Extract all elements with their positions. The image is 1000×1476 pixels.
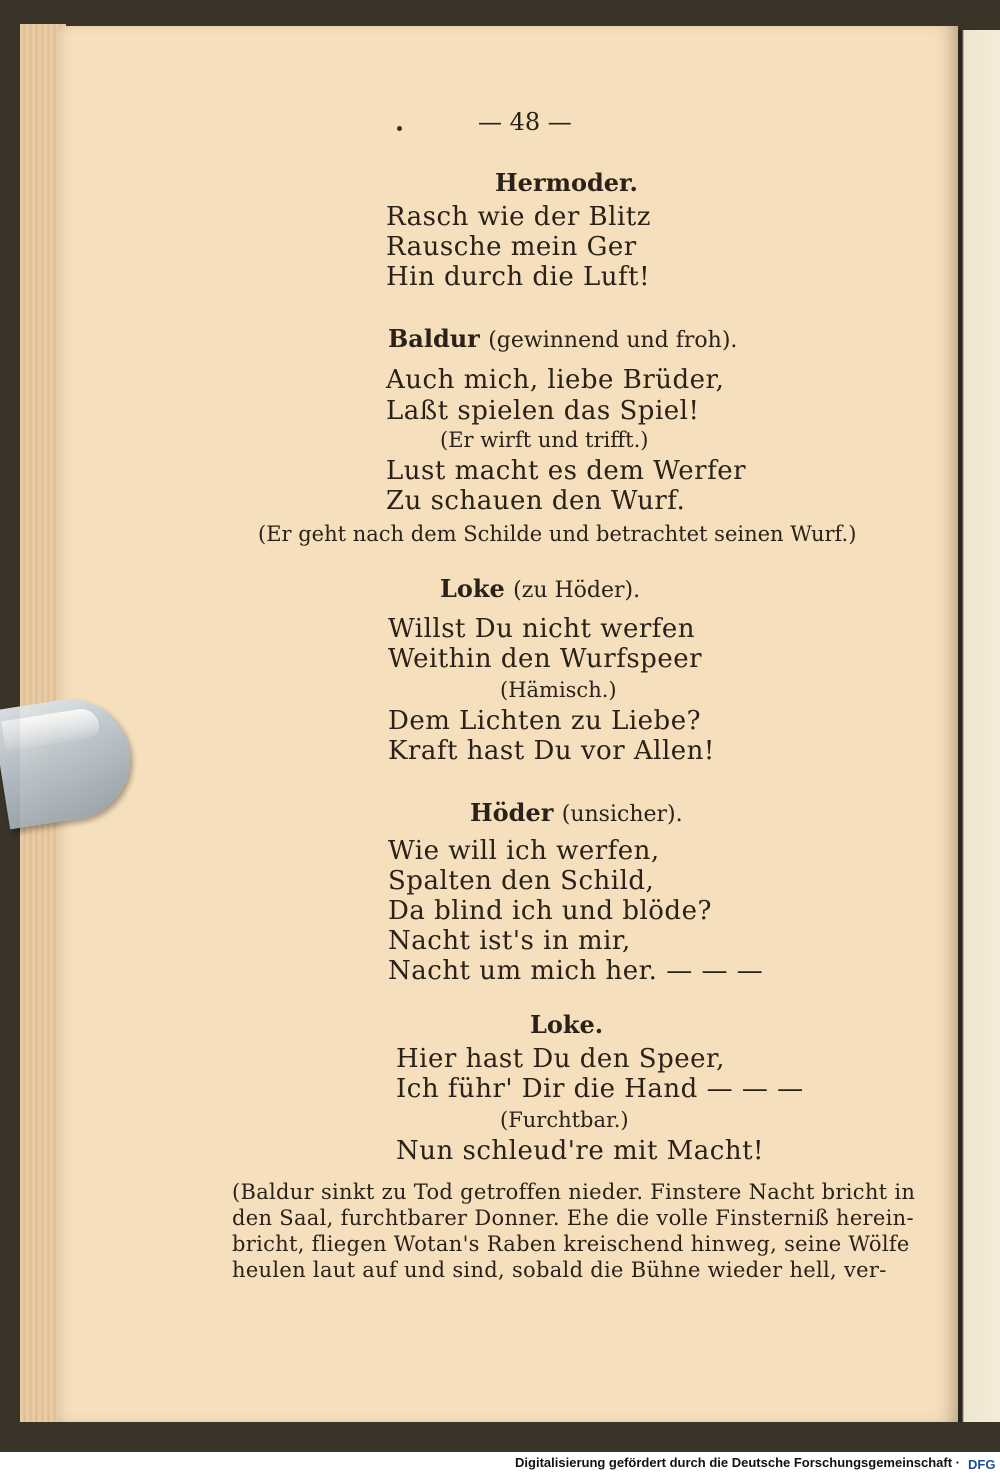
verse-line: Hin durch die Luft! (386, 262, 651, 292)
verse-line: Dem Lichten zu Liebe? (388, 706, 702, 736)
aside: (Er geht nach dem Schilde und betrachtet seinen Wurf.) (258, 522, 857, 546)
aside: (Furchtbar.) (500, 1108, 629, 1132)
speaker-loke (440, 574, 640, 603)
verse-line: Kraft hast Du vor Allen! (388, 736, 715, 766)
stage-direction-line: heulen laut auf und sind, sobald die Bühne wieder hell, ver- (232, 1258, 887, 1282)
speaker-name: Loke (440, 574, 505, 603)
verse-line: Spalten den Schild, (388, 866, 655, 896)
aside: (Er wirft und trifft.) (440, 428, 649, 452)
stage-direction-line: den Saal, furchtbarer Donner. Ehe die volle Finsterniß herein- (232, 1206, 914, 1230)
verse-line: Laßt spielen das Spiel! (386, 396, 700, 426)
speaker-name: Baldur (388, 324, 480, 353)
speaker-direction: (zu Höder). (513, 578, 641, 603)
verse-line: Rasch wie der Blitz (386, 202, 651, 232)
speaker-direction: (gewinnend und froh). (488, 328, 738, 353)
speaker-loke: Loke. (530, 1010, 604, 1039)
speaker-hoeder (470, 798, 683, 827)
footer-credit: Digitalisierung gefördert durch die Deutsche Forschungsgemeinschaft · (515, 1455, 960, 1470)
page-number: — 48 — (478, 108, 572, 136)
verse-line: Nun schleud're mit Macht! (396, 1136, 764, 1166)
verse-line: Ich führ' Dir die Hand — — — (396, 1074, 804, 1104)
verse-line: Da blind ich und blöde? (388, 896, 712, 926)
speaker-name: Höder (470, 798, 554, 827)
facing-page-edge (958, 30, 1000, 1422)
speaker-baldur (388, 324, 737, 353)
dfg-logo (966, 1455, 1000, 1473)
stage-direction-line: (Baldur sinkt zu Tod getroffen nieder. Finstere Nacht bricht in (232, 1180, 916, 1204)
verse-line: Willst Du nicht werfen (388, 614, 696, 644)
verse-line: Nacht um mich her. — — — (388, 956, 764, 986)
verse-line: Nacht ist's in mir, (388, 926, 631, 956)
verse-line: Zu schauen den Wurf. (386, 486, 686, 516)
speaker-direction: (unsicher). (561, 802, 683, 827)
stage-direction-line: bricht, fliegen Wotan's Raben kreischend hinweg, seine Wölfe (232, 1232, 910, 1256)
verse-line: Lust macht es dem Werfer (386, 456, 747, 486)
clip-highlight (1, 706, 101, 751)
ink-dot (397, 126, 402, 131)
verse-line: Rausche mein Ger (386, 232, 637, 262)
aside: (Hämisch.) (500, 678, 617, 702)
svg-text:DFG: DFG (968, 1457, 996, 1472)
digitization-footer (0, 1452, 1000, 1476)
verse-line: Auch mich, liebe Brüder, (386, 365, 725, 395)
verse-line: Wie will ich werfen, (388, 836, 660, 866)
speaker-hermoder: Hermoder. (495, 168, 638, 197)
verse-line: Hier hast Du den Speer, (396, 1044, 725, 1074)
verse-line: Weithin den Wurfspeer (388, 644, 703, 674)
